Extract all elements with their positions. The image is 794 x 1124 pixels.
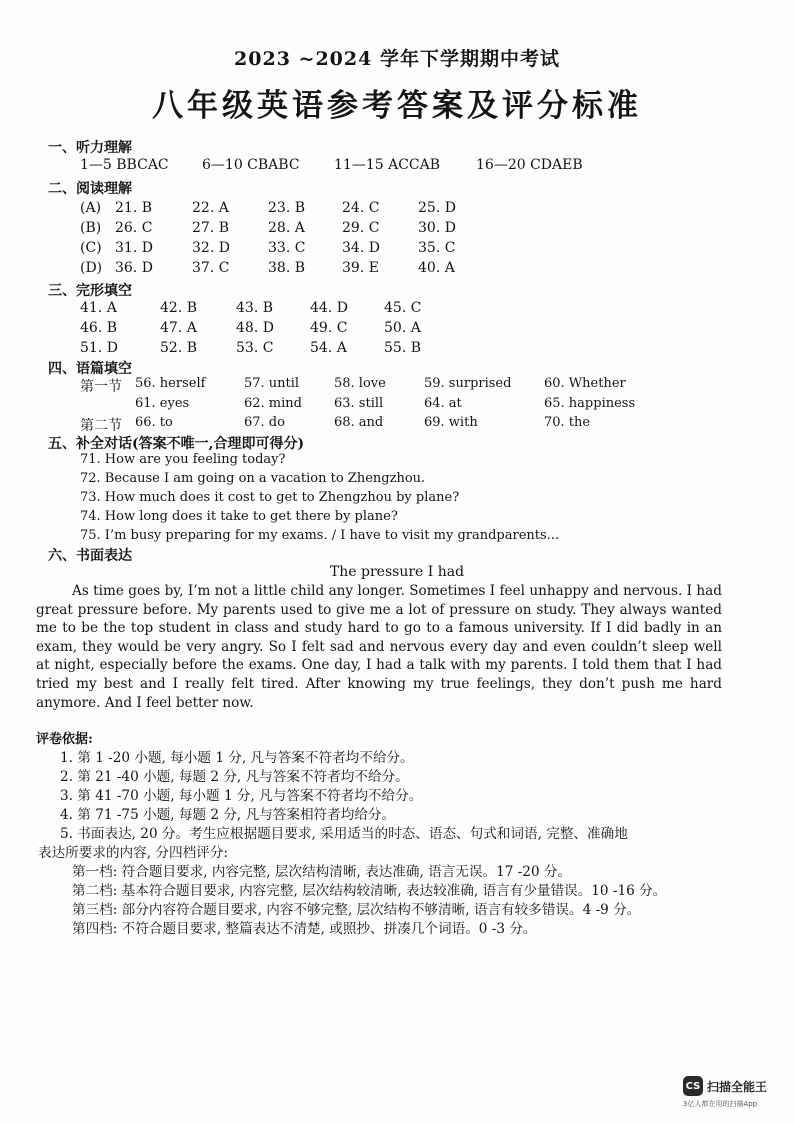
grammar-answer: 57. until [244, 376, 300, 391]
section-grammar-heading: 四、语篇填空 [48, 361, 132, 377]
grammar-answer: 70. the [544, 415, 591, 430]
cloze-answer: 41. A [80, 300, 117, 316]
listening-answer: 11—15 ACCAB [334, 157, 441, 173]
scanner-watermark [683, 1076, 767, 1096]
reading-passage-label: (A) [80, 200, 102, 216]
reading-answer: 23. B [268, 200, 306, 216]
grammar-answer: 69. with [424, 415, 478, 430]
grading-rule: 表达所要求的内容, 分四档评分: [38, 845, 228, 861]
grading-rule: 3. 第 41 -70 小题, 每小题 1 分, 凡与答案不符者均不给分。 [60, 788, 423, 804]
scanner-app-name: 扫描全能王 [707, 1079, 768, 1094]
grammar-part-label: 第二节 [80, 418, 122, 434]
reading-answer: 21. B [115, 200, 153, 216]
grammar-answer: 67. do [244, 415, 285, 430]
reading-answer: 30. D [418, 220, 456, 236]
grammar-answer: 61. eyes [135, 396, 190, 411]
reading-answer: 36. D [115, 260, 153, 276]
grading-level: 第四档: 不符合题目要求, 整篇表达不清楚, 或照抄、拼凑几个词语。0 -3 分。 [72, 921, 537, 937]
reading-answer: 38. B [268, 260, 306, 276]
reading-answer: 34. D [342, 240, 380, 256]
grading-level: 第二档: 基本符合题目要求, 内容完整, 层次结构较清晰, 表达较准确, 语言有少量错误。10 -16 分。 [72, 883, 667, 899]
grammar-answer: 62. mind [244, 396, 302, 411]
section-writing-heading: 六、书面表达 [48, 548, 132, 564]
document-title: 八年级英语参考答案及评分标准 [152, 88, 642, 124]
cloze-answer: 42. B [160, 300, 198, 316]
grading-heading: 评卷依据: [36, 732, 93, 747]
section-listening-heading: 一、听力理解 [48, 140, 132, 156]
reading-answer: 35. C [418, 240, 456, 256]
grammar-answer: 68. and [334, 415, 384, 430]
grading-rule: 1. 第 1 -20 小题, 每小题 1 分, 凡与答案不符者均不给分。 [60, 750, 414, 766]
dialog-answer: 75. I’m busy preparing for my exams. / I have to visit my grandparents... [80, 528, 560, 543]
grammar-answer: 65. happiness [544, 396, 636, 411]
cloze-answer: 54. A [310, 340, 347, 356]
essay-paragraph: As time goes by, I’m not a little child any longer. Sometimes I feel unhappy and nervous. I had great pressure before. My parents used to give me a lot of pressure on study. They always wanted me to be the top student in class and study hard to go to a famous university. If I did badly in an exam, they would be very angry. So I felt sad and nervous every day and even couldn’t sleep well at night, especially before the exams. One day, I had a talk with my parents. I told them that I had tried my best and I really felt tired. After knowing my true feelings, they don’t push me hard anymore. And I feel better now. [36, 583, 722, 711]
reading-answer: 26. C [115, 220, 153, 236]
cloze-answer: 45. C [384, 300, 422, 316]
grammar-answer: 64. at [424, 396, 462, 411]
reading-answer: 37. C [192, 260, 230, 276]
grading-rule: 2. 第 21 -40 小题, 每题 2 分, 凡与答案不符者均不给分。 [60, 769, 409, 785]
grading-level: 第一档: 符合题目要求, 内容完整, 层次结构清晰, 表达准确, 语言无误。17 -20 分。 [72, 864, 572, 880]
section-dialog-heading: 五、补全对话(答案不唯一,合理即可得分) [48, 436, 305, 452]
grammar-answer: 60. Whether [544, 376, 626, 391]
reading-answer: 27. B [192, 220, 230, 236]
grammar-answer: 58. love [334, 376, 386, 391]
reading-answer: 39. E [342, 260, 379, 276]
scanner-tagline: 3亿人都在用的扫描App [683, 1100, 758, 1108]
dialog-answer: 73. How much does it cost to get to Zhengzhou by plane? [80, 490, 460, 505]
reading-answer: 40. A [418, 260, 455, 276]
essay-title: The pressure I had [329, 564, 465, 580]
cloze-answer: 44. D [310, 300, 348, 316]
reading-passage-label: (C) [80, 240, 102, 256]
section-reading-heading: 二、阅读理解 [48, 181, 132, 197]
cloze-answer: 52. B [160, 340, 198, 356]
cloze-answer: 53. C [236, 340, 274, 356]
reading-answer: 24. C [342, 200, 380, 216]
cloze-answer: 50. A [384, 320, 421, 336]
reading-answer: 25. D [418, 200, 456, 216]
reading-answer: 31. D [115, 240, 153, 256]
grammar-answer: 59. surprised [424, 376, 512, 391]
grading-level: 第三档: 部分内容符合题目要求, 内容不够完整, 层次结构不够清晰, 语言有较多错误。4 -9 分。 [72, 902, 641, 918]
grammar-answer: 56. herself [135, 376, 206, 391]
essay-body [36, 582, 722, 712]
cloze-answer: 47. A [160, 320, 197, 336]
reading-passage-label: (D) [80, 260, 103, 276]
grading-rule: 5. 书面表达, 20 分。考生应根据题目要求, 采用适当的时态、语态、句式和词语, 完整、准确地 [60, 826, 628, 842]
dialog-answer: 74. How long does it take to get there by plane? [80, 509, 398, 524]
cloze-answer: 55. B [384, 340, 422, 356]
reading-answer: 33. C [268, 240, 306, 256]
exam-title: 2023 ~2024 学年下学期期中考试 [234, 48, 560, 70]
grammar-answer: 63. still [334, 396, 384, 411]
listening-answer: 6—10 CBABC [202, 157, 300, 173]
cloze-answer: 49. C [310, 320, 348, 336]
dialog-answer: 72. Because I am going on a vacation to Zhengzhou. [80, 471, 426, 486]
cloze-answer: 46. B [80, 320, 118, 336]
reading-answer: 28. A [268, 220, 305, 236]
cloze-answer: 51. D [80, 340, 118, 356]
cloze-answer: 43. B [236, 300, 274, 316]
section-cloze-heading: 三、完形填空 [48, 283, 132, 299]
reading-answer: 29. C [342, 220, 380, 236]
listening-answer: 16—20 CDAEB [476, 157, 583, 173]
grammar-part-label: 第一节 [80, 379, 122, 395]
camscanner-logo-icon: CS [683, 1076, 703, 1096]
reading-answer: 22. A [192, 200, 229, 216]
dialog-answer: 71. How are you feeling today? [80, 452, 286, 467]
listening-answer: 1—5 BBCAC [80, 157, 169, 173]
grading-rule: 4. 第 71 -75 小题, 每题 2 分, 凡与答案相符者均给分。 [60, 807, 396, 823]
reading-passage-label: (B) [80, 220, 102, 236]
grammar-answer: 66. to [135, 415, 173, 430]
reading-answer: 32. D [192, 240, 230, 256]
cloze-answer: 48. D [236, 320, 274, 336]
